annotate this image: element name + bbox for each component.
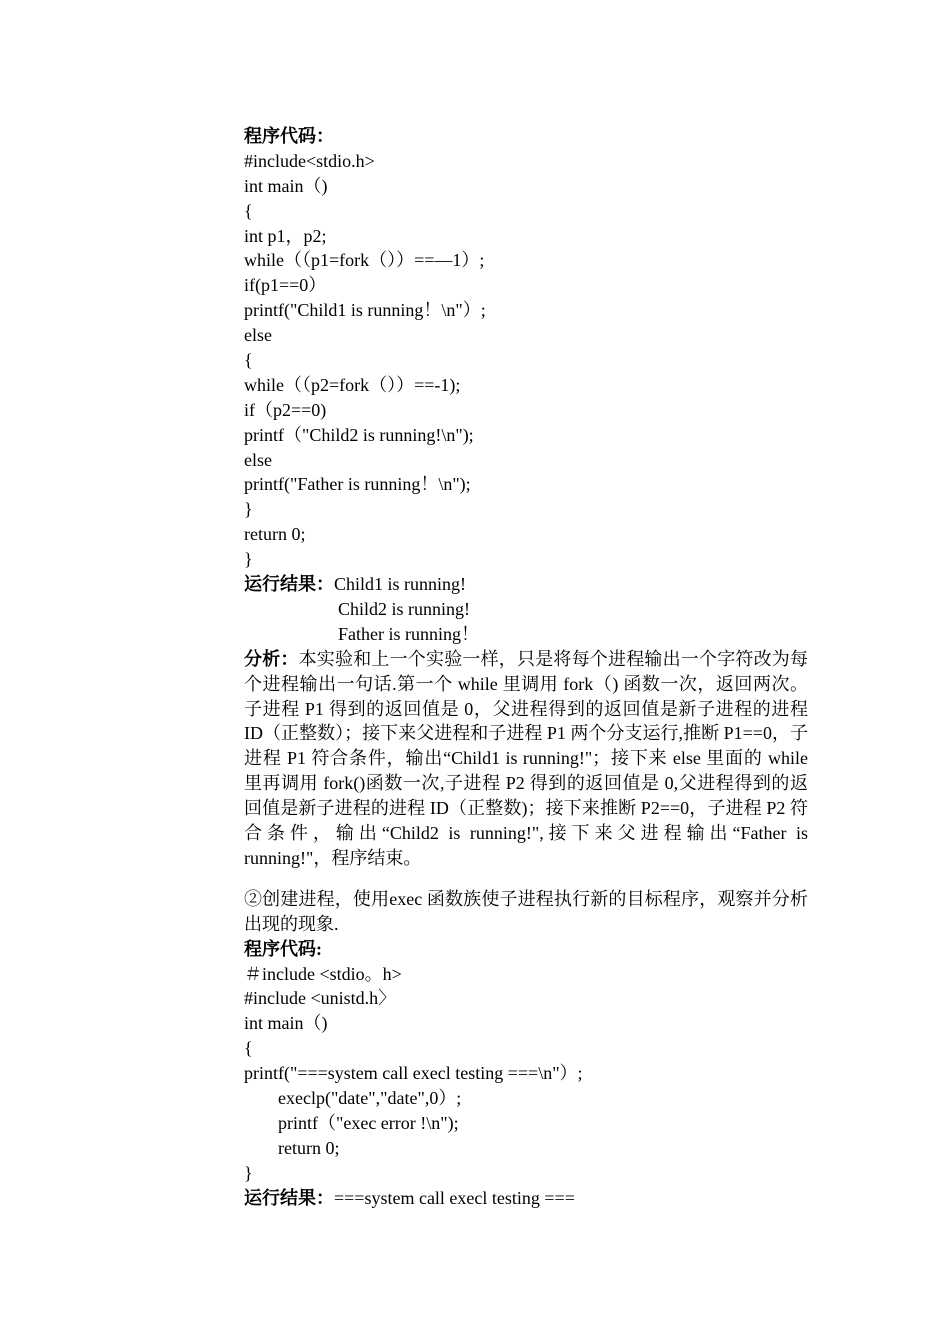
code-line: int p1，p2; — [244, 225, 327, 246]
code-line: } — [244, 549, 253, 570]
code-line: return 0; — [278, 1137, 340, 1158]
paragraph-gap — [244, 871, 808, 887]
code-line: if（p2==0) — [244, 399, 327, 420]
code-line: #include<stdio.h> — [244, 150, 375, 171]
task-description: ②创建进程，使用exec 函数族使子进程执行新的目标程序，观察并分析出现的现象. — [244, 888, 808, 934]
result-line: Child1 is running! — [334, 574, 467, 595]
code-line: { — [244, 1038, 253, 1059]
code-line: #include <unistd.h〉 — [244, 988, 397, 1009]
result-label: 运行结果： — [244, 574, 334, 595]
code-line: if(p1==0） — [244, 275, 327, 296]
code-line: ＃include <stdio。h> — [244, 963, 402, 984]
code-block-1 — [244, 149, 808, 572]
code-line: printf（"exec error !\n"); — [278, 1112, 459, 1133]
code-line: else — [244, 325, 272, 346]
code-line: int main（) — [244, 175, 328, 196]
code-heading-2: 程序代码: — [244, 938, 322, 959]
code-line: int main（) — [244, 1013, 328, 1034]
result-label: 运行结果： — [244, 1187, 334, 1208]
code-line: while（（p1=fork（））==—1）; — [244, 250, 485, 271]
analysis-paragraph — [244, 647, 808, 871]
code-line: { — [244, 350, 253, 371]
code-line: { — [244, 200, 253, 221]
result-row-2 — [244, 1186, 808, 1211]
code-line: else — [244, 449, 272, 470]
result-line: ===system call execl testing === — [334, 1187, 575, 1208]
code-line: } — [244, 499, 253, 520]
code-heading-1: 程序代码： — [244, 126, 334, 146]
analysis-label: 分析： — [244, 648, 299, 669]
analysis-text: 本实验和上一个实验一样，只是将每个进程输出一个字符改为每个进程输出一句话.第一个 while 里调用 fork（) 函数一次，返回两次。子进程 P1 得到的返回值是 0，父进程得到的返回值是新子进程的进程 ID（正整数）；接下来父进程和子进程 P1 两个分支运行,推断 P1==0，子进程 P1 符合条件，输出“Child1 is running!"；接下来 else 里面的 while 里再调用 fork()函数一次,子进程 P2 得到的返回值是 0,父进程得到的返回值是新子进程的进程 ID（正整数)；接下来推断 P2==0，子进程 P2 符合条件，输出“Child2 is running!",接下来父进程输出“Father is running!"，程序结束。 — [244, 648, 809, 868]
code-line: printf("Child1 is running！\n"）; — [244, 300, 486, 321]
code-line: return 0; — [244, 524, 306, 545]
code-line: printf（"Child2 is running!\n"); — [244, 424, 474, 445]
result-line: Father is running！ — [338, 623, 479, 644]
code-line: while（（p2=fork（））==-1); — [244, 374, 461, 395]
code-line: printf("Father is running！\n"); — [244, 474, 471, 495]
code-block-2 — [244, 962, 808, 1186]
code-line: } — [244, 1162, 253, 1183]
code-line: printf("===system call execl testing ===\n"）; — [244, 1063, 583, 1084]
code-line: execlp("date","date",0）; — [278, 1088, 462, 1109]
document-page — [244, 124, 808, 1210]
result-line: Child2 is running! — [338, 598, 471, 619]
result-row-1 — [244, 572, 808, 597]
